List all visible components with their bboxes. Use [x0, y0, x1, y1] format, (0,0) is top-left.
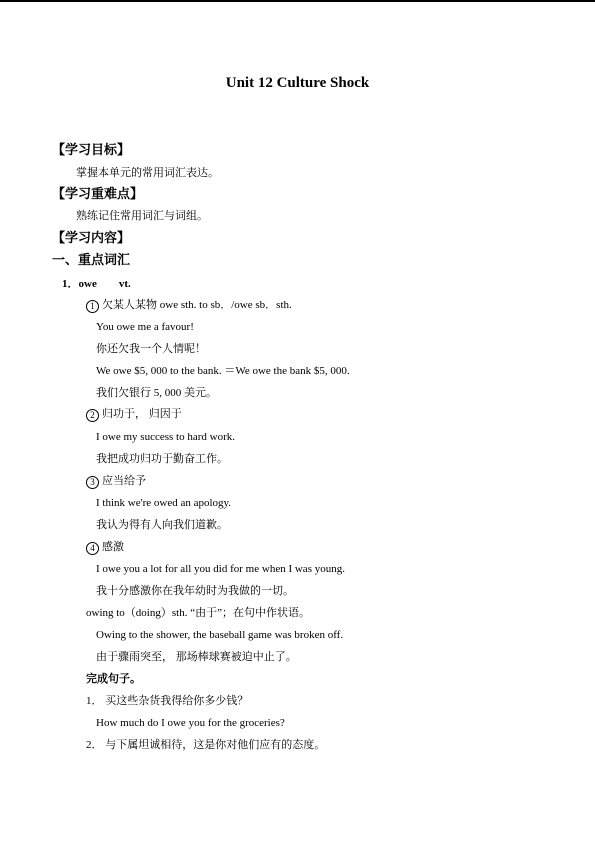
section-vocabulary-header: 一、重点词汇	[52, 252, 131, 267]
sense-3	[86, 474, 146, 489]
objectives-header: 【学习目标】	[52, 142, 131, 157]
circled-number: 3	[86, 476, 99, 489]
keypoints-header: 【学习重难点】	[52, 186, 144, 201]
sense-2	[86, 407, 182, 422]
example-zh: 我们欠银行 5, 000 美元。	[96, 387, 217, 399]
question-1: 1． 买这些杂货我得给你多少钱？	[86, 695, 249, 707]
sense-text: 应当给予	[102, 475, 146, 487]
sense-text: 归功于， 归因于	[102, 408, 182, 420]
sense-1	[86, 298, 292, 313]
content-header: 【学习内容】	[52, 230, 131, 245]
example-en: We owe $5, 000 to the bank. ＝We owe the bank $5, 000.	[96, 365, 350, 377]
circled-number: 4	[86, 542, 99, 555]
question-2: 2． 与下属坦诚相待，这是你对他们应有的态度。	[86, 739, 326, 751]
top-rule	[0, 0, 595, 2]
page-title: Unit 12 Culture Shock	[225, 75, 370, 91]
sense-text: 欠某人某物 owe sth. to sb．/owe sb．sth.	[102, 299, 292, 311]
example-en: I think we're owed an apology.	[96, 497, 232, 509]
question-1-answer: How much do I owe you for the groceries?	[96, 717, 285, 729]
example-en: I owe you a lot for all you did for me when I was young.	[96, 563, 345, 575]
sense-text: 感激	[102, 541, 124, 553]
complete-sentences-header: 完成句子。	[86, 673, 141, 685]
circled-number: 2	[86, 409, 99, 422]
sense-4	[86, 540, 124, 555]
example-zh: 由于骤雨突至， 那场棒球赛被迫中止了。	[96, 651, 297, 663]
example-zh: 我认为得有人向我们道歉。	[96, 519, 228, 531]
example-zh: 我把成功归功于勤奋工作。	[96, 453, 228, 465]
example-en: Owing to the shower, the baseball game was broken off.	[96, 629, 344, 641]
objectives-text: 掌握本单元的常用词汇表达。	[76, 167, 219, 179]
circled-number: 1	[86, 300, 99, 313]
keypoints-text: 熟练记住常用词汇与词组。	[76, 210, 208, 222]
example-zh: 你还欠我一个人情呢！	[96, 343, 206, 355]
example-en: I owe my success to hard work.	[96, 431, 235, 443]
word-entry-owe: 1．owe vt.	[62, 278, 131, 290]
example-en: You owe me a favour!	[96, 321, 194, 333]
example-zh: 我十分感激你在我年幼时为我做的一切。	[96, 585, 294, 597]
owing-to-note: owing to（doing）sth. “由于”；在句中作状语。	[86, 607, 310, 619]
